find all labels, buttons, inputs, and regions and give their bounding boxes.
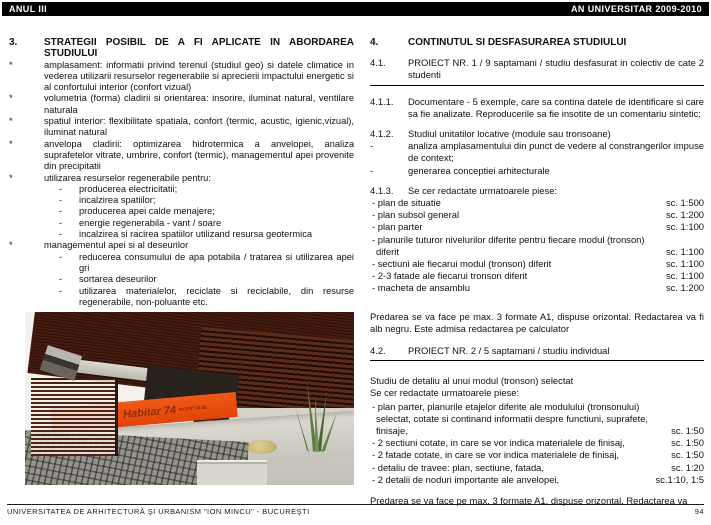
list-item-text: utilizarea materialelor, reciclate si reciclabile, din resurse regenerabile, non-poluante etc.	[79, 285, 354, 307]
piece-label: - plan subsol general	[372, 209, 460, 221]
section-4-1-1-text: Documentare - 5 exemple, care sa contina datele de identificare si care sa fie analizate. Reproducerile sa fie insotite de un comentariu sintetic;	[408, 95, 704, 119]
bullet: *	[9, 240, 13, 251]
piece-row	[370, 209, 704, 221]
piece-scale: sc.1:10, 1:5	[655, 473, 704, 485]
piece-row	[370, 221, 704, 233]
dash-bullet: -	[59, 285, 63, 296]
submission-note-1: Predarea se va face pe max. 3 formate A1, dispuse orizontal. Redactarea va fi alb negru. Este admisa redactarea pe calculator	[370, 310, 704, 334]
building-photo	[25, 312, 354, 485]
list-subitem	[8, 274, 354, 285]
piece-row	[370, 474, 704, 486]
section-4-2-pieces	[370, 401, 704, 486]
section-3-number: 3.	[9, 37, 18, 48]
piece-row	[370, 234, 704, 258]
list-item	[8, 173, 354, 184]
list-item-text: producerea apei calde menajere;	[79, 206, 215, 217]
section-4-1-2	[370, 128, 704, 177]
footer	[7, 504, 704, 516]
list-item-text: producerea electricitatii;	[79, 183, 178, 194]
dash-bullet: -	[59, 274, 63, 285]
left-column	[8, 37, 354, 308]
piece-label: - plan parter, planurile etajelor diferite ale modulului (tronsonului) selectat, cotate si continand informatii despre functiuni, suprafete, finisaje,	[372, 400, 649, 437]
page-number: 94	[694, 507, 704, 516]
list-item	[8, 240, 354, 251]
list-item-text: incalzirea spatiilor;	[79, 195, 156, 206]
bullet: *	[9, 172, 13, 183]
list-subitem	[8, 286, 354, 309]
list-item-text: amplasament: informatii privind terenul (studiul geo) si datele climatice in vederea utilizarii resurselor regenerabile si aprecierii impactului energetic si al confortului interior (confort vizual)	[44, 59, 354, 93]
list-item-text: managementul apei si al deseurilor	[44, 240, 189, 251]
section-4-1-2-number: 4.1.2.	[370, 128, 394, 140]
section-4-2-intro-2: Se cer redactate urmatoarele piese:	[370, 387, 520, 399]
section-4-1	[370, 57, 704, 85]
section-4-2	[370, 345, 704, 361]
piece-row	[370, 437, 704, 449]
list-item-text: volumetria (forma) cladirii si orientarea: insorire, iluminat natural, ventilare naturala	[44, 93, 354, 115]
header-bar	[2, 2, 709, 16]
bullet: *	[9, 138, 13, 149]
list-subitem	[8, 218, 354, 229]
piece-row	[370, 401, 704, 438]
dash-bullet: -	[59, 206, 63, 217]
piece-row	[370, 449, 704, 461]
piece-scale: sc. 1:20	[671, 461, 704, 473]
piece-label: - 2 fatade cotate, in care se vor indica materialele de finisaj,	[372, 449, 620, 461]
dash-bullet: -	[370, 164, 374, 176]
section-4-2-number: 4.2.	[370, 345, 386, 357]
section-4-1-number: 4.1.	[370, 57, 386, 69]
section-4-1-title: PROIECT NR. 1 / 9 saptamani / studiu desfasurat in colectiv de cate 2 studenti	[408, 57, 704, 81]
section-4-heading	[370, 37, 704, 49]
piece-scale: sc. 1:200	[665, 282, 704, 294]
piece-label: - plan de situatie	[372, 197, 441, 209]
piece-scale: sc. 1:500	[665, 197, 704, 209]
piece-label: - detaliu de travee: plan, sectiune, fatada,	[372, 461, 544, 473]
dash-bullet: -	[59, 195, 63, 206]
dash-bullet: -	[370, 140, 374, 152]
dash-bullet: -	[59, 183, 63, 194]
piece-label: - macheta de ansamblu	[372, 282, 470, 294]
piece-label: - plan parter	[372, 221, 423, 233]
piece-label: - sectiuni ale fiecarui modul (tronson) diferit	[372, 258, 552, 270]
sign-subtitle: Kr 3 N° 74-35	[178, 404, 208, 412]
list-item	[8, 116, 354, 139]
stone	[247, 440, 277, 454]
section-4-1-1-number: 4.1.1.	[370, 95, 394, 107]
piece-scale: sc. 1:100	[665, 245, 704, 257]
piece-label: - 2-3 fatade ale fiecarui tronson diferit	[372, 270, 528, 282]
section-4-2-title: PROIECT NR. 2 / 5 saptamani / studiu individual	[408, 345, 610, 357]
list-item-text: sortarea deseurilor	[79, 274, 157, 285]
piece-scale: sc. 1:50	[671, 425, 704, 437]
list-subitem	[8, 206, 354, 217]
section-4-1-1	[370, 96, 704, 120]
piece-label: - 2 detalii de noduri importante ale anvelopei,	[372, 473, 560, 485]
list-item-text: energie regenerabila - vant / soare	[79, 217, 222, 228]
list-item	[8, 60, 354, 94]
section-4-1-3-number: 4.1.3.	[370, 184, 394, 196]
list-item	[8, 139, 354, 173]
dash-item-text: generarea conceptiei arhitecturale	[408, 164, 550, 176]
bullet: *	[9, 93, 13, 104]
piece-scale: sc. 1:100	[665, 221, 704, 233]
bullet: *	[9, 116, 13, 127]
list-item-text: spatiul interior: flexibilitate spatiala, confort (termic, acustic, igienic,vizual), iluminat natural	[44, 116, 354, 138]
piece-row	[370, 270, 704, 282]
list-subitem	[8, 195, 354, 206]
section-4-2-intro-1: Studiu de detaliu al unui modul (tronson) selectat	[370, 375, 574, 387]
list-subitem	[8, 229, 354, 240]
section-4-1-2-text: Studiul unitatilor locative (module sau tronsoane)	[408, 128, 611, 140]
section-4-number: 4.	[370, 37, 379, 48]
dash-bullet: -	[59, 217, 63, 228]
section-4-title: CONTINUTUL SI DESFASURAREA STUDIULUI	[408, 37, 627, 48]
header-left-label: ANUL III	[9, 4, 48, 14]
list-item	[8, 93, 354, 116]
piece-scale: sc. 1:100	[665, 258, 704, 270]
section-4-1-3	[370, 185, 704, 295]
dash-item-text: analiza amplasamentului din punct de vedere al constrangerilor impuse de context;	[408, 140, 704, 164]
footer-institution: UNIVERSITATEA DE ARHITECTURĂ ŞI URBANISM "ION MINCU" - BUCUREŞTI	[7, 507, 310, 516]
piece-scale: sc. 1:100	[665, 270, 704, 282]
piece-row	[370, 462, 704, 474]
section-3-title: STRATEGII POSIBIL DE A FI APLICATE IN ABORDAREA STUDIULUI	[44, 37, 354, 60]
right-column	[370, 37, 704, 507]
list-item-text: reducerea consumului de apa potabila / tratarea si utilizarea apei gri	[79, 251, 354, 273]
piece-label: - planurile tuturor nivelurilor diferite pentru fiecare modul (tronson) diferit	[372, 233, 645, 257]
piece-scale: sc. 1:50	[671, 437, 704, 449]
agave-plant	[293, 372, 339, 452]
piece-row	[370, 282, 704, 294]
piece-scale: sc. 1:200	[665, 209, 704, 221]
sign-title: Habitar 74	[122, 403, 177, 421]
slatted-gate	[31, 378, 118, 456]
bullet: *	[9, 59, 13, 70]
piece-scale: sc. 1:50	[671, 449, 704, 461]
dash-bullet: -	[59, 251, 63, 262]
header-right-label: AN UNIVERSITAR 2009-2010	[571, 4, 702, 14]
piece-label: - 2 sectiuni cotate, in care se vor indica materialele de finisaj,	[372, 437, 625, 449]
list-item-text: incalzirea si racirea spatiilor utilizand resursa geotermica	[79, 229, 313, 240]
list-subitem	[8, 184, 354, 195]
section-3-heading	[8, 37, 354, 60]
list-subitem	[8, 252, 354, 275]
list-item-text: utilizarea resurselor regenerabile pentru:	[44, 172, 211, 183]
section-4-1-3-text: Se cer redactate urmatoarele piese:	[408, 184, 558, 196]
piece-row	[370, 258, 704, 270]
list-item-text: anvelopa cladirii: optimizarea hidrotermica a anvelopei, analiza suprafetelor vitrate, umbrire, confort (termic), managementul apei provenite din precipitatii	[44, 138, 354, 172]
concrete-steps	[197, 460, 267, 485]
piece-row	[370, 197, 704, 209]
submission-note-2: Predarea se va face pe max. 3 formate A1, dispuse orizontal. Redactarea va	[370, 495, 688, 507]
dash-bullet: -	[59, 229, 63, 240]
